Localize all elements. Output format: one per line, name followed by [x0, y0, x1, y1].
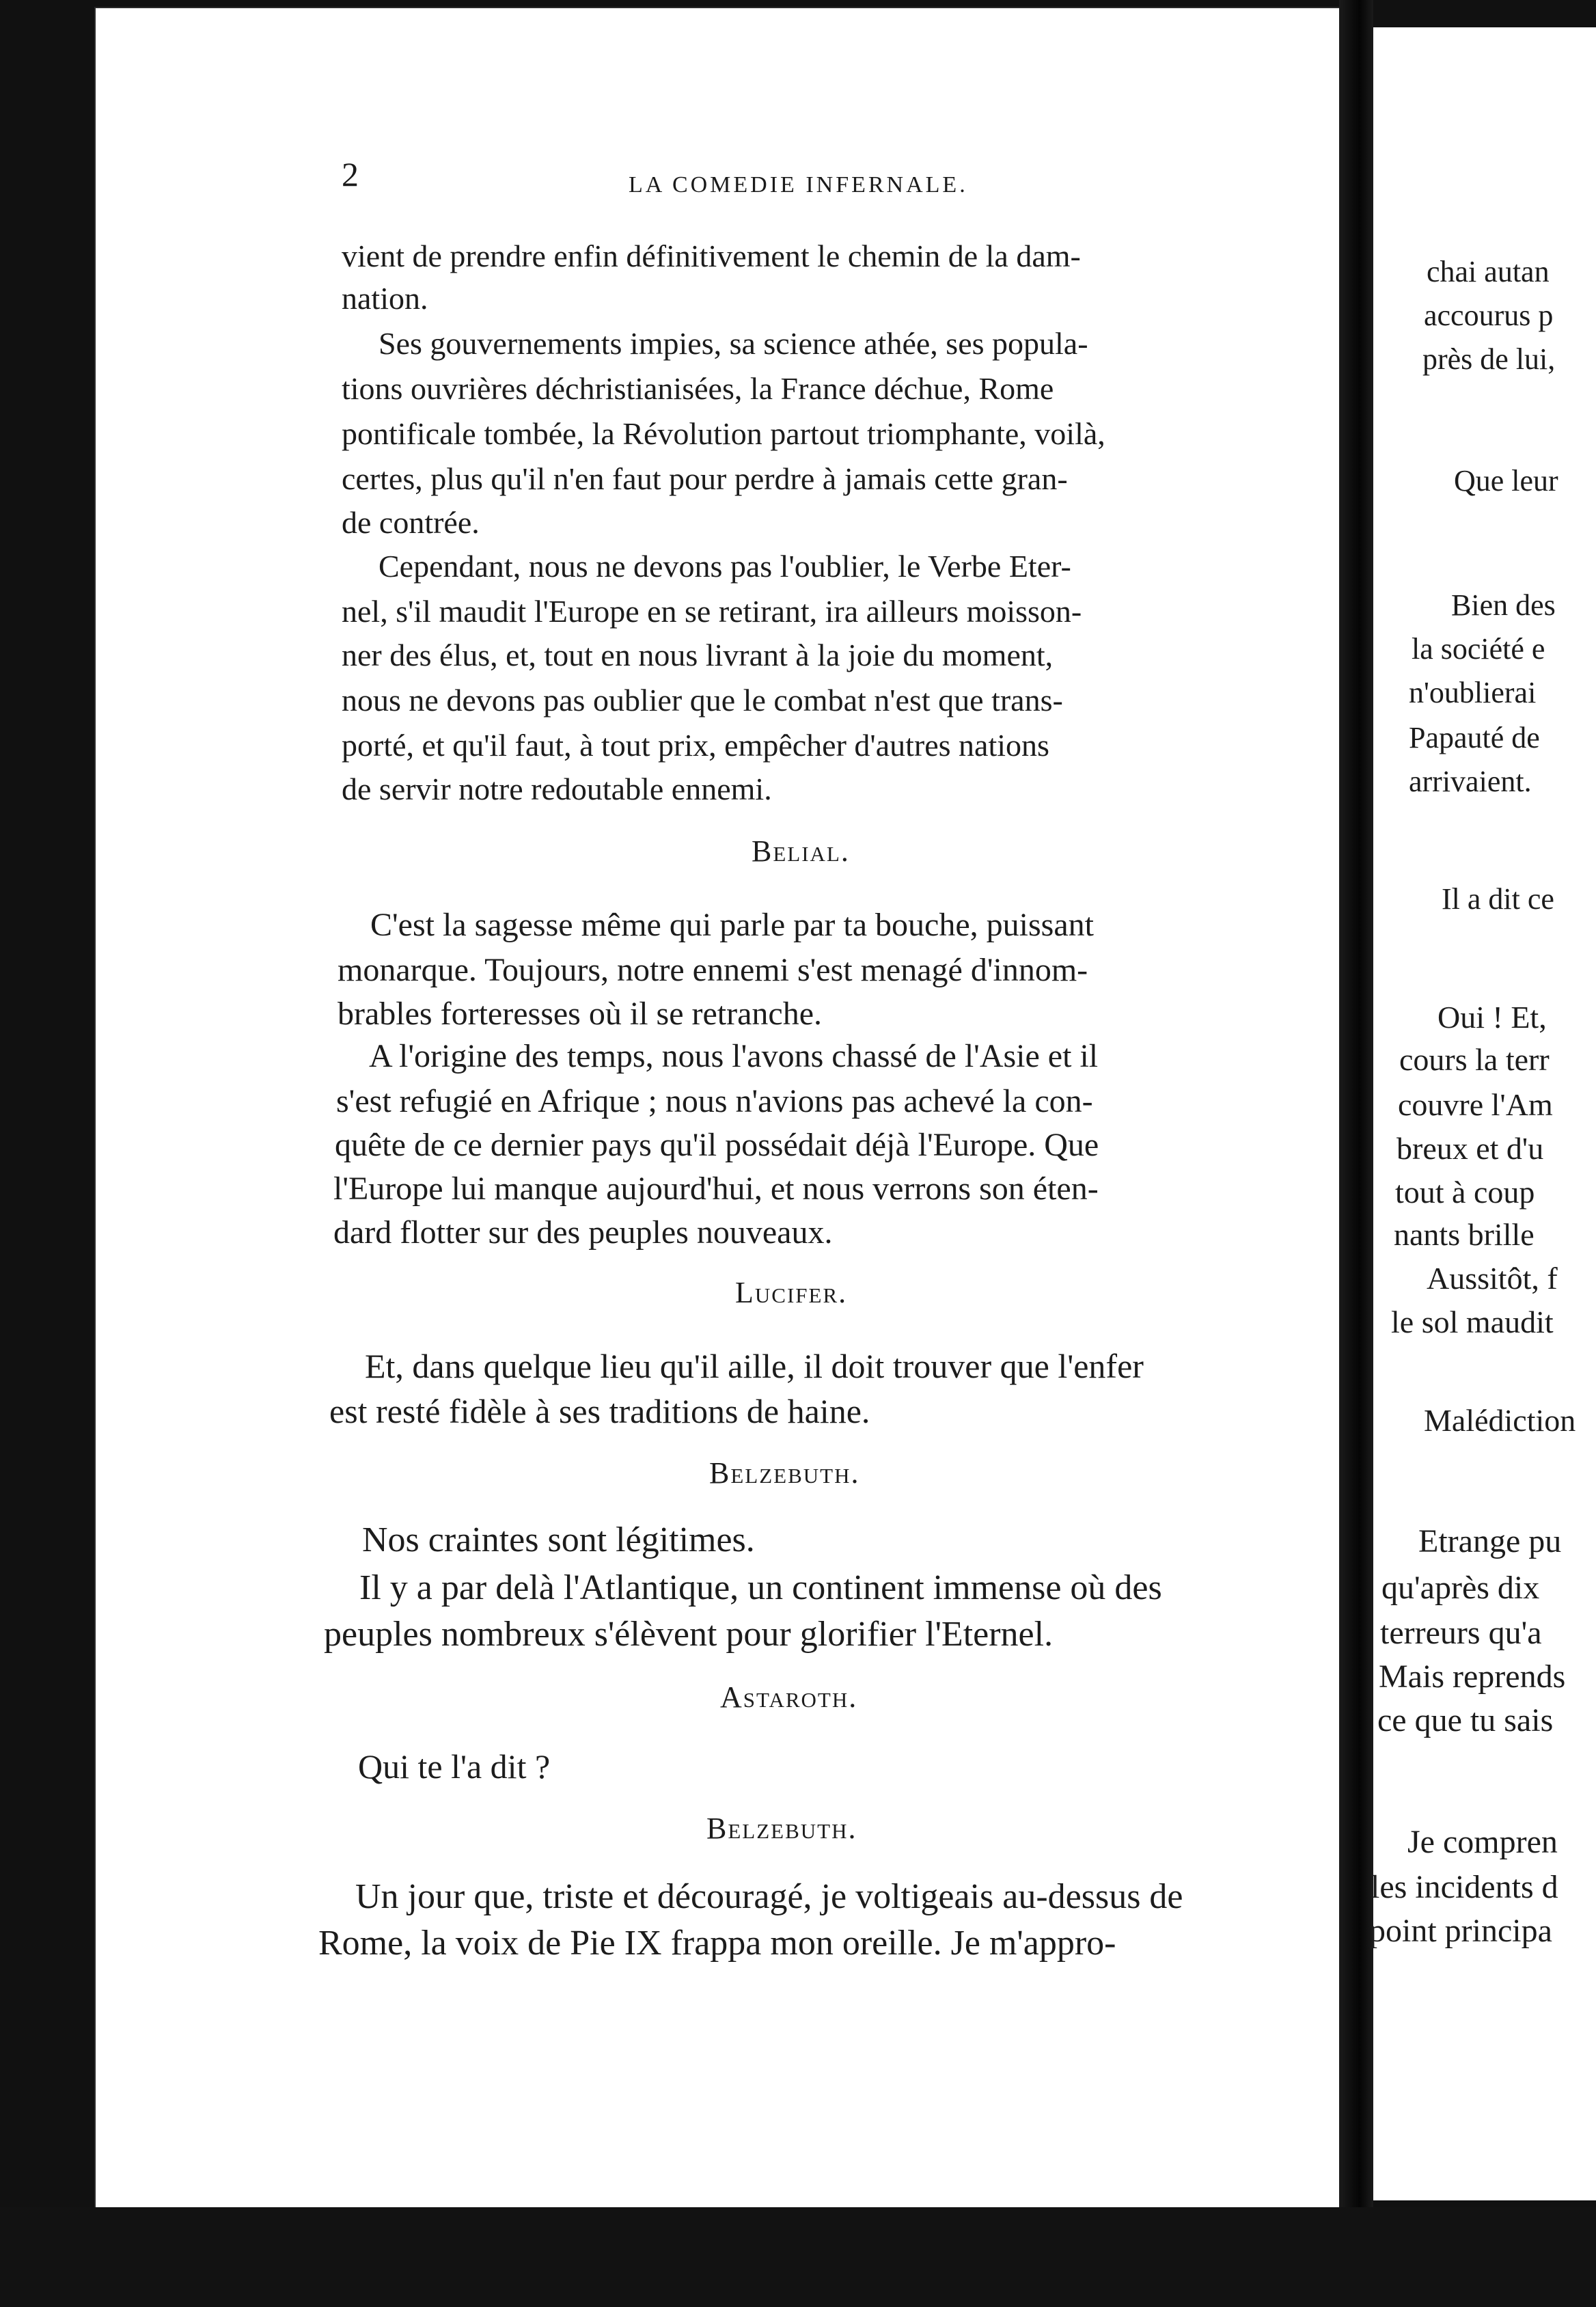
- text-line: Je compren: [1407, 1824, 1558, 1860]
- text-line: le sol maudit: [1391, 1305, 1554, 1339]
- text-line: dard flotter sur des peuples nouveaux.: [333, 1214, 833, 1251]
- text-line: point principa: [1369, 1913, 1552, 1949]
- page-number: 2: [342, 155, 359, 193]
- text-line: nants brille: [1394, 1217, 1535, 1252]
- text-line: peuples nombreux s'élèvent pour glorifier l'Eternel.: [324, 1615, 1054, 1654]
- text-line: brables forteresses où il se retranche.: [338, 996, 823, 1032]
- text-line: Mais reprends: [1379, 1658, 1566, 1695]
- text-line: chai autan: [1427, 255, 1550, 288]
- speaker-name: Belzebuth.: [706, 1812, 857, 1845]
- text-line: de servir notre redoutable ennemi.: [342, 772, 772, 806]
- text-line: accourus p: [1424, 299, 1554, 332]
- text-line: tout à coup: [1395, 1175, 1535, 1210]
- text-line: ce que tu sais: [1377, 1702, 1554, 1738]
- text-line: Rome, la voix de Pie IX frappa mon oreille. Je m'appro-: [318, 1924, 1116, 1963]
- text-line: Ses gouvernements impies, sa science athée, ses popula-: [379, 326, 1088, 361]
- text-line: n'oublierai: [1409, 676, 1537, 709]
- text-line: Malédiction: [1424, 1403, 1576, 1438]
- page-gutter: [1339, 0, 1373, 2307]
- speaker-name: Belial.: [752, 834, 850, 868]
- text-line: porté, et qu'il faut, à tout prix, empêcher d'autres nations: [342, 728, 1049, 763]
- text-line: breux et d'u: [1396, 1131, 1544, 1166]
- text-line: Un jour que, triste et découragé, je voltigeais au-dessus de: [355, 1877, 1183, 1916]
- text-line: A l'origine des temps, nous l'avons chassé de l'Asie et il: [369, 1038, 1099, 1074]
- text-line: est resté fidèle à ses traditions de haine.: [329, 1392, 870, 1430]
- text-line: Aussitôt, f: [1427, 1261, 1558, 1296]
- scan-bottom-edge: [0, 2207, 1596, 2307]
- text-line: arrivaient.: [1409, 765, 1532, 798]
- text-line: Nos craintes sont légitimes.: [362, 1520, 755, 1559]
- text-line: Oui ! Et,: [1437, 1000, 1547, 1035]
- text-line: Etrange pu: [1418, 1523, 1562, 1559]
- text-line: quête de ce dernier pays qu'il possédait déjà l'Europe. Que: [335, 1127, 1099, 1163]
- text-line: cours la terr: [1399, 1042, 1550, 1077]
- text-line: Papauté de: [1409, 721, 1540, 754]
- text-line: terreurs qu'a: [1380, 1615, 1542, 1651]
- text-line: couvre l'Am: [1398, 1087, 1553, 1122]
- text-line: Qui te l'a dit ?: [358, 1747, 551, 1786]
- text-line: Il a dit ce: [1442, 882, 1554, 916]
- text-line: Et, dans quelque lieu qu'il aille, il doit trouver que l'enfer: [365, 1347, 1144, 1385]
- text-line: nel, s'il maudit l'Europe en se retirant, ira ailleurs moisson-: [342, 594, 1082, 629]
- text-line: Il y a par delà l'Atlantique, un continent immense où des: [359, 1568, 1162, 1607]
- text-line: C'est la sagesse même qui parle par ta bouche, puissant: [370, 907, 1094, 943]
- text-line: la société e: [1412, 632, 1545, 666]
- text-line: ner des élus, et, tout en nous livrant à la joie du moment,: [342, 638, 1054, 672]
- speaker-name: Belzebuth.: [709, 1456, 860, 1490]
- text-line: monarque. Toujours, notre ennemi s'est menagé d'innom-: [338, 952, 1088, 988]
- text-line: tions ouvrières déchristianisées, la France déchue, Rome: [342, 371, 1054, 406]
- text-line: Bien des: [1451, 588, 1556, 622]
- running-title: LA COMEDIE INFERNALE.: [629, 172, 968, 197]
- text-line: certes, plus qu'il n'en faut pour perdre à jamais cette gran-: [342, 461, 1068, 496]
- text-line: les incidents d: [1371, 1869, 1558, 1905]
- speaker-name: Lucifer.: [735, 1276, 848, 1309]
- text-line: nous ne devons pas oublier que le combat n'est que trans-: [342, 683, 1063, 718]
- text-line: de contrée.: [342, 505, 480, 540]
- text-line: l'Europe lui manque aujourd'hui, et nous verrons son éten-: [333, 1171, 1099, 1207]
- text-line: pontificale tombée, la Révolution partout triomphante, voilà,: [342, 416, 1105, 451]
- speaker-name: Astaroth.: [720, 1680, 858, 1714]
- text-line: vient de prendre enfin définitivement le chemin de la dam-: [342, 238, 1081, 273]
- text-line: nation.: [342, 281, 428, 316]
- text-line: près de lui,: [1422, 342, 1556, 376]
- text-line: s'est refugié en Afrique ; nous n'avions pas achevé la con-: [336, 1083, 1093, 1119]
- text-line: Cependant, nous ne devons pas l'oublier, le Verbe Eter-: [379, 549, 1071, 584]
- text-line: Que leur: [1454, 464, 1558, 497]
- text-line: qu'après dix: [1381, 1570, 1540, 1606]
